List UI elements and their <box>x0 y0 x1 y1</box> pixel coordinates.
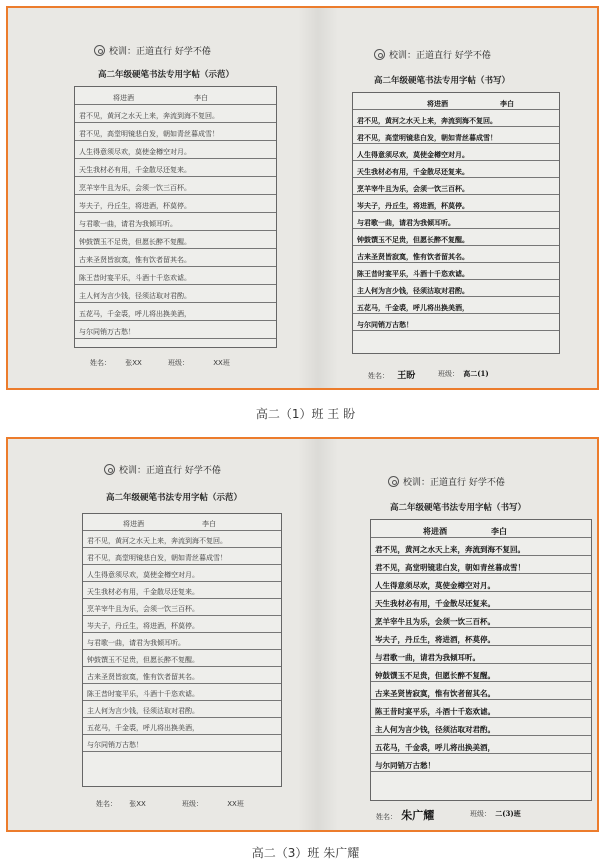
poem-line: 岑夫子，丹丘生，将进酒，杯莫停。 <box>75 195 276 213</box>
class-field: 班级： 高二(1) <box>438 369 489 378</box>
poem-title: 将进酒 <box>123 520 144 528</box>
poem-title: 将进酒 <box>113 94 134 102</box>
school-emblem-icon <box>374 49 385 60</box>
name-field: 姓名： 张XX <box>90 359 142 367</box>
poem-title: 将进酒 <box>423 526 447 536</box>
writing-grid <box>82 513 282 787</box>
poem-line: 烹羊宰牛且为乐，会须一饮三百杯。 <box>75 177 276 195</box>
poem-heading-line <box>83 514 281 531</box>
poem-line: 烹羊宰牛且为乐，会须一饮三百杯。 <box>83 599 281 616</box>
poem-line: 五花马，千金裘，呼儿将出换美酒， <box>75 303 276 321</box>
page-fold <box>298 439 338 830</box>
poem-line: 君不见，黄河之水天上来，奔流到海不复回。 <box>83 531 281 548</box>
name-field: 姓名： 朱广耀 <box>376 809 435 822</box>
poem-line: 天生我材必有用，千金散尽还复来。 <box>75 159 276 177</box>
writing-grid <box>370 519 592 801</box>
poem-line: 岑夫子，丹丘生，将进酒，杯莫停。 <box>83 616 281 633</box>
handwritten-line: 钟鼓馔玉不足贵，但愿长醉不复醒。 <box>353 229 559 246</box>
photo-caption: 高二（3）班 朱广耀 <box>251 846 360 860</box>
poem-title: 将进酒 <box>427 99 448 108</box>
handwritten-line: 人生得意须尽欢，莫使金樽空对月。 <box>353 144 559 161</box>
handwritten-line: 主人何为言少钱，径须沽取对君酌。 <box>371 718 591 736</box>
poem-line: 君不见，高堂明镜悲白发，朝如青丝暮成雪！ <box>75 123 276 141</box>
school-emblem-icon <box>104 464 115 475</box>
poem-line: 与尔同销万古愁！ <box>83 735 281 752</box>
poem-heading-line <box>371 520 591 538</box>
poem-author: 李白 <box>202 520 216 528</box>
handwritten-line: 君不见，黄河之水天上来，奔流到海不复回。 <box>371 538 591 556</box>
poem-line: 人生得意须尽欢，莫使金樽空对月。 <box>83 565 281 582</box>
handwritten-line: 主人何为言少钱，径须沽取对君酌。 <box>353 280 559 297</box>
handwritten-line: 与尔同销万古愁！ <box>353 314 559 331</box>
handwritten-line: 君不见，高堂明镜悲白发，朝如青丝暮成雪！ <box>353 127 559 144</box>
poem-line: 陈王昔时宴平乐，斗酒十千恣欢谑。 <box>75 267 276 285</box>
poem-line: 陈王昔时宴平乐，斗酒十千恣欢谑。 <box>83 684 281 701</box>
page-fold <box>298 8 338 388</box>
school-motto: 校训：正道直行 好学不倦 <box>374 48 491 61</box>
poem-line: 古来圣贤皆寂寞，惟有饮者留其名。 <box>75 249 276 267</box>
handwritten-line: 岑夫子，丹丘生，将进酒，杯莫停。 <box>353 195 559 212</box>
poem-line: 人生得意须尽欢，莫使金樽空对月。 <box>75 141 276 159</box>
name-field: 姓名： 王盼 <box>368 371 416 381</box>
poem-author: 李白 <box>491 526 507 536</box>
school-emblem-icon <box>94 45 105 56</box>
class-field: 班级： XX班 <box>182 800 244 808</box>
writing-grid <box>352 92 560 354</box>
poem-line: 与君歌一曲，请君为我倾耳听。 <box>75 213 276 231</box>
school-motto: 校训：正道直行 好学不倦 <box>104 463 221 476</box>
handwritten-line: 天生我材必有用，千金散尽还复来。 <box>353 161 559 178</box>
class-field: 班级： 二(3)班 <box>470 809 521 818</box>
school-emblem-icon <box>388 476 399 487</box>
school-motto: 校训：正道直行 好学不倦 <box>94 44 211 57</box>
handwritten-line: 古来圣贤皆寂寞，惟有饮者留其名。 <box>371 682 591 700</box>
poem-line: 五花马，千金裘，呼儿将出换美酒， <box>83 718 281 735</box>
sheet-title: 高二年级硬笔书法专用字帖（书写） <box>390 503 527 513</box>
poem-line: 君不见，高堂明镜悲白发，朝如青丝暮成雪！ <box>83 548 281 565</box>
handwritten-line: 烹羊宰牛且为乐，会须一饮三百杯。 <box>371 610 591 628</box>
handwritten-line: 古来圣贤皆寂寞，惟有饮者留其名。 <box>353 246 559 263</box>
handwritten-line: 人生得意须尽欢，莫使金樽空对月。 <box>371 574 591 592</box>
calligraphy-photo-1 <box>6 6 599 390</box>
handwritten-line: 君不见，高堂明镜悲白发，朝如青丝暮成雪！ <box>371 556 591 574</box>
handwritten-line: 五花马，千金裘，呼儿将出换美酒， <box>353 297 559 314</box>
writing-grid <box>74 86 277 348</box>
sheet-title: 高二年级硬笔书法专用字帖（书写） <box>374 76 511 86</box>
poem-line: 钟鼓馔玉不足贵，但愿长醉不复醒。 <box>75 231 276 249</box>
poem-heading-line <box>75 87 276 105</box>
photo-caption: 高二（1）班 王 盼 <box>255 407 356 421</box>
handwritten-line: 烹羊宰牛且为乐，会须一饮三百杯。 <box>353 178 559 195</box>
poem-line: 与尔同销万古愁！ <box>75 321 276 339</box>
calligraphy-photo-2 <box>6 437 599 832</box>
poem-line: 主人何为言少钱，径须沽取对君酌。 <box>83 701 281 718</box>
poem-line: 君不见，黄河之水天上来，奔流到海不复回。 <box>75 105 276 123</box>
class-field: 班级： XX班 <box>168 359 230 367</box>
sheet-title: 高二年级硬笔书法专用字帖（示范） <box>98 70 235 80</box>
handwritten-line: 岑夫子，丹丘生，将进酒，杯莫停。 <box>371 628 591 646</box>
poem-line: 与君歌一曲，请君为我倾耳听。 <box>83 633 281 650</box>
poem-line: 主人何为言少钱，径须沽取对君酌。 <box>75 285 276 303</box>
poem-line: 钟鼓馔玉不足贵，但愿长醉不复醒。 <box>83 650 281 667</box>
poem-line: 古来圣贤皆寂寞，惟有饮者留其名。 <box>83 667 281 684</box>
name-field: 姓名： 张XX <box>96 800 146 808</box>
handwritten-line: 陈王昔时宴平乐，斗酒十千恣欢谑。 <box>353 263 559 280</box>
handwritten-line: 五花马，千金裘，呼儿将出换美酒， <box>371 736 591 754</box>
handwritten-line: 陈王昔时宴平乐，斗酒十千恣欢谑。 <box>371 700 591 718</box>
handwritten-line: 钟鼓馔玉不足贵，但愿长醉不复醒。 <box>371 664 591 682</box>
sheet-title: 高二年级硬笔书法专用字帖（示范） <box>106 493 243 503</box>
handwritten-line: 天生我材必有用，千金散尽还复来。 <box>371 592 591 610</box>
handwritten-line: 与君歌一曲，请君为我倾耳听。 <box>371 646 591 664</box>
handwritten-line: 与尔同销万古愁！ <box>371 754 591 772</box>
handwritten-line: 与君歌一曲，请君为我倾耳听。 <box>353 212 559 229</box>
school-motto: 校训：正道直行 好学不倦 <box>388 475 505 488</box>
poem-author: 李白 <box>500 99 514 108</box>
poem-line: 天生我材必有用，千金散尽还复来。 <box>83 582 281 599</box>
poem-heading-line <box>353 93 559 110</box>
handwritten-line: 君不见，黄河之水天上来，奔流到海不复回。 <box>353 110 559 127</box>
poem-author: 李白 <box>194 94 208 102</box>
